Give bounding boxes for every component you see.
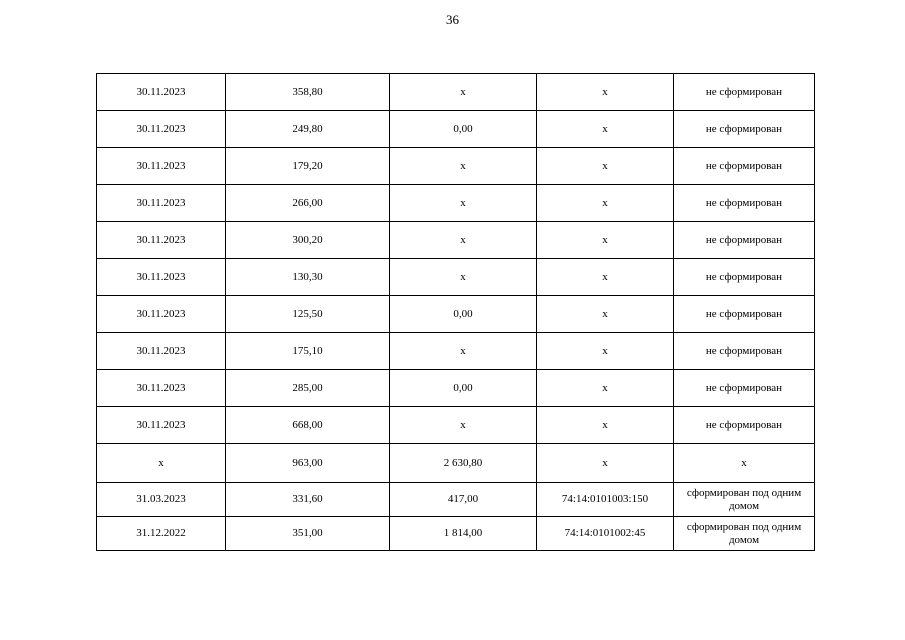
land-area-cell: 2 630,80: [390, 444, 537, 483]
land-area-cell: 1 814,00: [390, 517, 537, 551]
area-cell: 249,80: [226, 111, 390, 148]
status-cell: не сформирован: [674, 259, 815, 296]
page-number: 36: [446, 12, 459, 27]
cadastral-number-cell: x: [537, 148, 674, 185]
data-table: [96, 73, 815, 551]
table-row: [97, 74, 815, 111]
date-cell: 30.11.2023: [97, 259, 226, 296]
table-row: [97, 370, 815, 407]
date-cell: 30.11.2023: [97, 111, 226, 148]
table-row: [97, 111, 815, 148]
date-cell: 30.11.2023: [97, 370, 226, 407]
cadastral-number-cell: x: [537, 296, 674, 333]
area-cell: 175,10: [226, 333, 390, 370]
land-area-cell: x: [390, 222, 537, 259]
status-cell: не сформирован: [674, 148, 815, 185]
status-cell: сформирован под одним домом: [674, 517, 815, 551]
area-cell: 125,50: [226, 296, 390, 333]
table-row: [97, 444, 815, 483]
cadastral-number-cell: 74:14:0101003:150: [537, 483, 674, 517]
date-cell: 30.11.2023: [97, 333, 226, 370]
date-cell: 30.11.2023: [97, 148, 226, 185]
status-cell: не сформирован: [674, 74, 815, 111]
table-row: [97, 222, 815, 259]
land-area-cell: 0,00: [390, 370, 537, 407]
table-row: [97, 296, 815, 333]
land-area-cell: x: [390, 148, 537, 185]
cadastral-number-cell: x: [537, 407, 674, 444]
status-cell: x: [674, 444, 815, 483]
area-cell: 179,20: [226, 148, 390, 185]
table-row: [97, 407, 815, 444]
table-row: [97, 185, 815, 222]
status-cell: не сформирован: [674, 296, 815, 333]
table-row: [97, 333, 815, 370]
area-cell: 358,80: [226, 74, 390, 111]
area-cell: 300,20: [226, 222, 390, 259]
status-cell: не сформирован: [674, 333, 815, 370]
cadastral-number-cell: x: [537, 222, 674, 259]
status-cell: не сформирован: [674, 185, 815, 222]
land-area-cell: 0,00: [390, 111, 537, 148]
date-cell: x: [97, 444, 226, 483]
area-cell: 668,00: [226, 407, 390, 444]
cadastral-number-cell: x: [537, 333, 674, 370]
date-cell: 31.03.2023: [97, 483, 226, 517]
cadastral-number-cell: x: [537, 185, 674, 222]
table-row: [97, 517, 815, 551]
land-area-cell: 417,00: [390, 483, 537, 517]
date-cell: 30.11.2023: [97, 407, 226, 444]
date-cell: 31.12.2022: [97, 517, 226, 551]
area-cell: 130,30: [226, 259, 390, 296]
status-cell: не сформирован: [674, 370, 815, 407]
cadastral-number-cell: x: [537, 259, 674, 296]
cadastral-number-cell: x: [537, 444, 674, 483]
status-cell: не сформирован: [674, 222, 815, 259]
cadastral-number-cell: 74:14:0101002:45: [537, 517, 674, 551]
area-cell: 266,00: [226, 185, 390, 222]
table-row: [97, 259, 815, 296]
cadastral-number-cell: x: [537, 370, 674, 407]
status-cell: сформирован под одним домом: [674, 483, 815, 517]
land-area-cell: x: [390, 407, 537, 444]
area-cell: 331,60: [226, 483, 390, 517]
cadastral-number-cell: x: [537, 74, 674, 111]
status-cell: не сформирован: [674, 111, 815, 148]
date-cell: 30.11.2023: [97, 222, 226, 259]
date-cell: 30.11.2023: [97, 296, 226, 333]
land-area-cell: 0,00: [390, 296, 537, 333]
land-area-cell: x: [390, 185, 537, 222]
land-area-cell: x: [390, 259, 537, 296]
land-area-cell: x: [390, 333, 537, 370]
cadastral-number-cell: x: [537, 111, 674, 148]
date-cell: 30.11.2023: [97, 74, 226, 111]
area-cell: 285,00: [226, 370, 390, 407]
status-cell: не сформирован: [674, 407, 815, 444]
area-cell: 351,00: [226, 517, 390, 551]
area-cell: 963,00: [226, 444, 390, 483]
date-cell: 30.11.2023: [97, 185, 226, 222]
table-row: [97, 148, 815, 185]
table-row: [97, 483, 815, 517]
land-area-cell: x: [390, 74, 537, 111]
